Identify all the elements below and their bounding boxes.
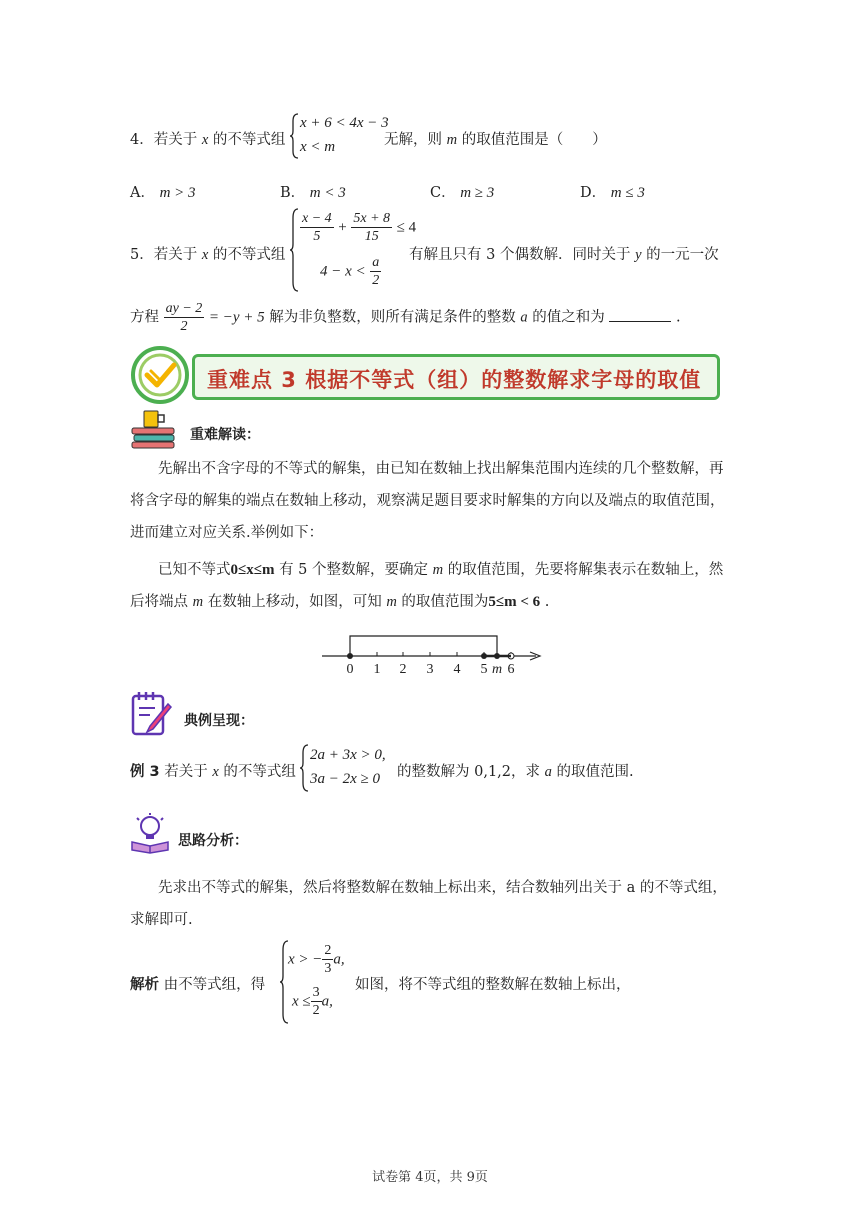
closed-point-0 — [347, 653, 353, 659]
example-text-c: 的整数解为 0,1,2，求 — [397, 764, 541, 780]
tick-label-6: 6 — [507, 662, 515, 677]
frac-den: 3 — [324, 961, 332, 976]
frac-num: 3 — [312, 985, 320, 1000]
para2-end: . — [544, 594, 550, 610]
option-expr: m < 3 — [309, 185, 346, 201]
q4-stem — [130, 128, 285, 149]
option-label: D． — [580, 185, 607, 201]
eq-rest: = −y + 5 — [208, 309, 265, 326]
solution-ineq-1 — [288, 942, 345, 977]
option-expr: m ≥ 3 — [460, 185, 495, 201]
solution-ineq-2 — [292, 984, 333, 1019]
q4-var-m: m — [446, 132, 458, 148]
example-title: 例 3 — [130, 764, 160, 780]
example-label: 典例呈现： — [184, 713, 254, 729]
q5-line2-prefix: 方程 — [130, 309, 159, 326]
para2-b: 有 5 个整数解，要确定 — [279, 562, 429, 578]
solution-text-a: 由不等式组，得 — [163, 977, 266, 993]
para2-m: m — [432, 562, 444, 578]
q5-stem — [130, 243, 285, 264]
para2-m3: m — [386, 594, 397, 610]
brace-icon — [290, 208, 300, 292]
q5-system — [290, 208, 417, 292]
q4-option-a[interactable] — [130, 181, 196, 202]
q5-var-x: x — [201, 247, 209, 263]
q4-stem-end — [384, 128, 607, 149]
number-line-labels — [347, 662, 515, 677]
frac-den: 5 — [313, 229, 321, 244]
q5-ineq-2 — [320, 254, 381, 289]
q5-var-a: a — [520, 309, 528, 326]
tick-label-5: 5 — [480, 662, 488, 677]
q5-prefix: 5．若关于 — [130, 247, 198, 263]
q5-suffix2: 的一元一次 — [646, 247, 719, 263]
frac-num: ay − 2 — [165, 301, 203, 316]
tick-label-4: 4 — [453, 662, 461, 677]
option-label: B． — [280, 185, 306, 201]
period: . — [675, 309, 681, 326]
frac-den: 15 — [364, 229, 379, 244]
para2-ineq: 0≤x≤m — [230, 562, 275, 578]
lhs: 4 − x < — [320, 263, 366, 280]
q5-line2-mid: 解为非负整数，则所有满足条件的整数 — [269, 309, 516, 326]
solution-text-b: 如图，将不等式组的整数解在数轴上标出， — [355, 977, 631, 993]
brace-icon — [290, 113, 300, 159]
para2-c: 的取值范围，先要将解集表示在数轴上，然后将端点 — [130, 562, 724, 610]
lhs: x ≤ — [292, 993, 311, 1010]
page-footer: 试卷第 4页，共 9页 — [372, 1170, 488, 1185]
frac-den: 2 — [312, 1003, 320, 1018]
answer-blank[interactable] — [609, 307, 671, 322]
brace-icon — [300, 744, 310, 792]
q4-ineq-2: x < m — [300, 139, 336, 155]
q4-prefix: 4．若关于 — [130, 132, 198, 148]
example-stem-end — [397, 760, 634, 781]
interpret-para2 — [130, 554, 730, 618]
section-title: 重难点 3 根据不等式（组）的整数解求字母的取值 — [207, 368, 702, 392]
rhs: a, — [321, 993, 333, 1010]
lhs: x > − — [288, 951, 323, 968]
q4-ineq-1: x + 6 < 4x − 3 — [300, 115, 389, 131]
solution-stem — [130, 973, 265, 994]
frac-num: 2 — [324, 943, 332, 958]
q4-option-b[interactable] — [280, 181, 346, 202]
analysis-para: 先求出不等式的解集，然后将整数解在数轴上标出来，结合数轴列出关于 a 的不等式组，求解即可. — [130, 880, 727, 928]
example-ineq-1: 2a + 3x > 0, — [310, 747, 386, 763]
books-icon — [130, 410, 178, 450]
example-ineq-2: 3a − 2x ≥ 0 — [310, 771, 381, 787]
para2-e: 的取值范围为 — [401, 594, 489, 610]
rhs: a, — [333, 951, 345, 968]
checkmark-badge-icon — [130, 345, 190, 405]
tick-label-0: 0 — [346, 662, 354, 677]
q5-suffix: 有解且只有 3 个偶数解．同时关于 — [409, 247, 631, 263]
frac-den: 2 — [372, 273, 380, 288]
q5-line2-end: 的值之和为 — [532, 309, 605, 326]
tick-label-m: m — [491, 662, 503, 677]
q5-ineq-1 — [300, 210, 416, 245]
example-text-d: 的取值范围. — [556, 764, 634, 780]
frac-num: 5x + 8 — [353, 211, 391, 226]
q4-suffix2: 的取值范围是（ ） — [461, 132, 607, 148]
q4-var-x: x — [201, 132, 209, 148]
frac-num: a — [372, 255, 380, 270]
para2-a: 已知不等式 — [158, 562, 231, 578]
tick-label-1: 1 — [373, 662, 381, 677]
q4-system — [290, 113, 389, 159]
lightbulb-book-icon — [130, 812, 170, 854]
frac-num: x − 4 — [302, 211, 332, 226]
q4-option-c[interactable] — [430, 181, 494, 202]
tick-label-2: 2 — [399, 662, 407, 677]
solution-system — [280, 940, 350, 1024]
q5-mid: 的不等式组 — [212, 247, 286, 263]
example-system — [300, 744, 396, 792]
option-label: C． — [430, 185, 456, 201]
q4-suffix1: 无解，则 — [384, 132, 442, 148]
example-var-a: a — [544, 764, 552, 780]
example-text-a: 若关于 — [164, 764, 208, 780]
number-line-figure — [318, 628, 548, 678]
q5-var-y: y — [635, 247, 642, 263]
solution-bracket — [350, 636, 497, 656]
para2-m2: m — [192, 594, 204, 610]
example-text-b: 的不等式组 — [223, 764, 296, 780]
example-stem — [130, 760, 296, 781]
analysis-label: 思路分析： — [178, 833, 248, 849]
frac-den: 2 — [180, 319, 188, 334]
q5-stem-end — [409, 243, 719, 264]
plus: + — [338, 219, 347, 236]
rhs: ≤ 4 — [396, 219, 417, 236]
interpret-label: 重难解读： — [190, 427, 260, 443]
option-label: A． — [130, 185, 155, 201]
q4-option-d[interactable] — [580, 181, 645, 202]
interpret-para1: 先解出不含字母的不等式的解集，由已知在数轴上找出解集范围内连续的几个整数解，再将含字母的解集的端点在数轴上移动，观察满足题目要求时解集的方向以及端点的取值范围，进而建立对应关系.举例如下： — [130, 461, 725, 541]
example-var-x: x — [212, 764, 219, 780]
q4-mid: 的不等式组 — [212, 132, 286, 148]
para2-d: 在数轴上移动，如图，可知 — [207, 594, 382, 610]
tick-label-3: 3 — [426, 662, 434, 677]
option-expr: m > 3 — [159, 185, 196, 201]
para2-range: 5≤m < 6 — [488, 594, 541, 610]
notebook-pen-icon — [130, 690, 172, 738]
option-expr: m ≤ 3 — [610, 185, 645, 201]
section-title-box — [192, 354, 720, 400]
solution-label: 解析 — [130, 977, 159, 993]
q5-line2 — [130, 300, 681, 335]
